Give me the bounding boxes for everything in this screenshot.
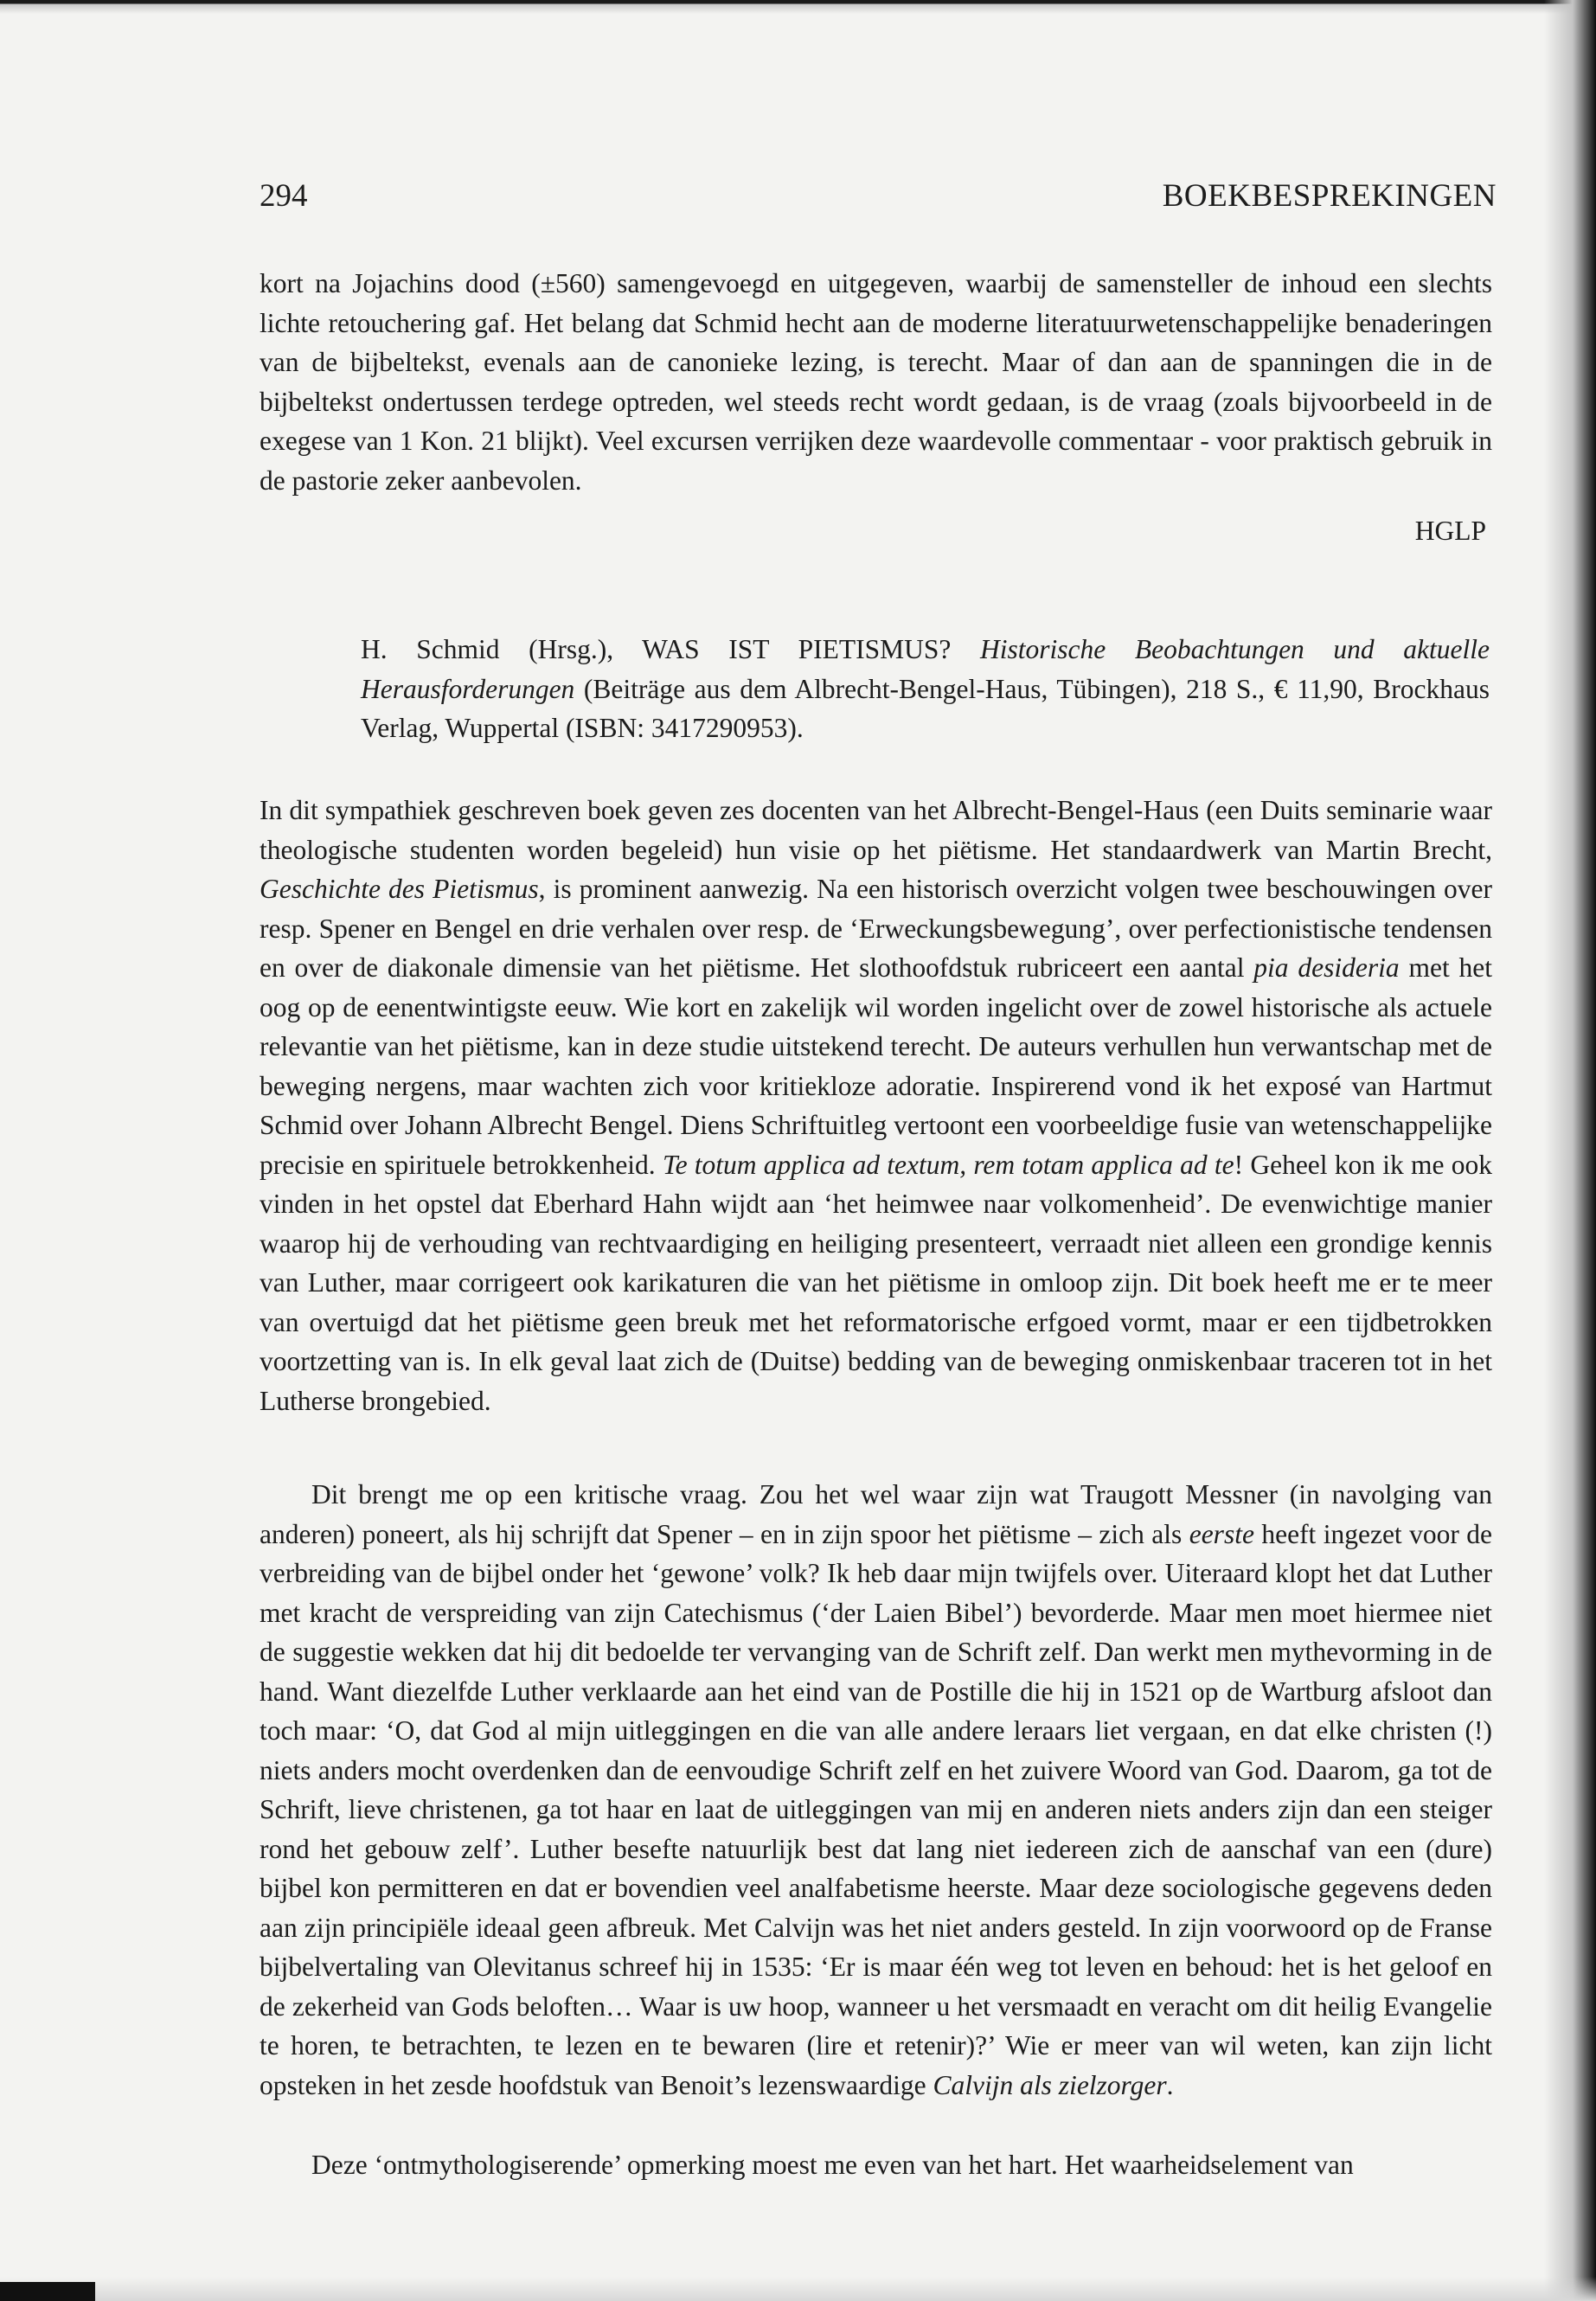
running-head: BOEKBESPREKINGEN (1162, 178, 1497, 214)
text-run: Dit brengt me op een kritische vraag. Zou het wel waar zijn wat Traugott Messner (in navolging van anderen) poneert, als hij schrijft dat Spener – en in zijn spoor het piëtisme – zich als (260, 1479, 1492, 1549)
reviewer-initials: HGLP (1414, 516, 1486, 546)
italic-run: Calvijn als zielzorger (933, 2069, 1167, 2100)
book-author: H. Schmid (Hrsg.), (361, 634, 614, 664)
book-spine-shadow (1544, 0, 1596, 2301)
review1-closing-paragraph (260, 264, 1492, 500)
book-details: (Beiträge aus dem Albrecht-Bengel-Haus, Tübingen), 218 S., € 11,90, Brockhaus Verlag, Wuppertal (ISBN: 3417290953). (361, 673, 1490, 743)
review2-paragraph-2 (260, 1475, 1492, 2105)
text-run: . (1166, 2069, 1174, 2100)
italic-run: Geschichte des Pietismus (260, 874, 539, 904)
page-number: 294 (260, 178, 308, 214)
text-run: In dit sympathiek geschreven boek geven zes docenten van het Albrecht-Bengel-Haus (een Duits seminarie waar theologische studenten worden begeleid) hun visie op het piëtisme. Het standaardwerk van Martin Brecht, (260, 795, 1492, 865)
scan-top-edge (0, 0, 1596, 14)
review2-paragraph-1 (260, 791, 1492, 1420)
scan-corner-mark (0, 2282, 95, 2301)
book-title: WAS IST PIETISMUS? (642, 634, 952, 664)
paragraph-text: kort na Jojachins dood (±560) samengevoegd en uitgegeven, waarbij de samensteller de inhoud een slechts lichte retouchering gaf. Het belang dat Schmid hecht aan de moderne literatuurwetenschappelijke benaderingen van de bijbeltekst, evenals aan de canonieke lezing, is terecht. Maar of dan aan de spanningen die in de bijbeltekst ondertussen terdege optreden, wel steeds recht wordt gedaan, is de vraag (zoals bijvoorbeeld in de exegese van 1 Kon. 21 blijkt). Veel excursen verrijken deze waardevolle commentaar - voor praktisch gebruik in de pastorie zeker aanbevolen. (260, 268, 1492, 496)
text-run: ! Geheel kon ik me ook vinden in het opstel dat Eberhard Hahn wijdt aan ‘het heimwee naar volkomenheid’. De evenwichtige manier waarop hij de verhouding van rechtvaardiging en heiliging presenteert, verraadt niet alleen een grondige kennis van Luther, maar corrigeert ook karikaturen die van het piëtisme in omloop zijn. Dit boek heeft me er te meer van overtuigd dat het piëtisme geen breuk met het reformatorische erfgoed vormt, maar er een tijdbetrokken voortzetting van is. In elk geval laat zich de (Duitse) bedding van de beweging onmiskenbaar traceren tot in het Lutherse brongebied. (260, 1149, 1492, 1416)
page-header (260, 177, 1497, 221)
text-run: heeft ingezet voor de verbreiding van de bijbel onder het ‘gewone’ volk? Ik heb daar mijn twijfels over. Uiteraard klopt het dat Luther met kracht de verspreiding van zijn Catechismus (‘der Laien Bibel’) bevorderde. Maar men moet hiermee niet de suggestie wekken dat hij dit bedoelde ter vervanging van de Schrift zelf. Dan werkt men mythevorming in de hand. Want diezelfde Luther verklaarde aan het eind van de Postille die hij in 1521 op de Wartburg afsloot dan toch maar: ‘O, dat God al mijn uitleggingen en die van alle andere leraars liet vergaan, en dat elke christen (!) niets anders mocht overdenken dan de eenvoudige Schrift zelf en het zuivere Woord van God. Daarom, ga tot de Schrift, lieve christenen, ga tot haar en laat de uitleggingen van mij en anderen niets anders zijn dan een steiger rond het gebouw zelf’. Luther besefte natuurlijk best dat lang niet iedereen zich de aanschaf van een (dure) bijbel kon permitteren en dat er bovendien veel analfabetisme heerste. Maar deze sociologische gegevens deden aan zijn principiële ideaal geen afbreuk. Met Calvijn was het niet anders gesteld. In zijn voorwoord op de Franse bijbelvertaling van Olevitanus schreef hij in 1535: ‘Er is maar één weg tot leven en behoud: het is het geloof en de zekerheid van Gods beloften… Waar is uw hoop, wanneer u het versmaadt en veracht om dit heilig Evangelie te horen, te betrachten, te lezen en te bewaren (lire et retenir)?’ Wie er meer van wil weten, kan zijn licht opsteken in het zesde hoofdstuk van Benoit’s lezenswaardige (260, 1518, 1492, 2100)
scan-bottom-shadow (0, 2277, 1596, 2301)
paragraph-text: Deze ‘ontmythologiserende’ opmerking moest me even van het hart. Het waarheidselement van (311, 2150, 1354, 2180)
italic-run: Te totum applica ad textum, rem totam applica ad te (662, 1149, 1234, 1180)
italic-run: eerste (1189, 1518, 1254, 1549)
bibliographic-entry (361, 630, 1490, 748)
text-run: , is prominent aanwezig. Na een historisch overzicht volgen twee beschouwingen over resp. Spener en Bengel en drie verhalen over resp. de ‘Erweckungsbewegung’, over perfectionistische tendensen en over de diakonale dimensie van het piëtisme. Het slothoofdstuk rubriceert een aantal (260, 874, 1493, 983)
review2-paragraph-3 (260, 2145, 1492, 2185)
text-run: met het oog op de eenentwintigste eeuw. Wie kort en zakelijk wil worden ingelicht over de zowel historische als actuele relevantie van het piëtisme, kan in deze studie uitstekend terecht. De auteurs verhullen hun verwantschap met de beweging nergens, maar wachten zich voor kritiekloze adoratie. Inspirerend vond ik het exposé van Hartmut Schmid over Johann Albrecht Bengel. Diens Schriftuitleg vertoont een voorbeeldige fusie van wetenschappelijke precisie en spirituele betrokkenheid. (260, 952, 1493, 1180)
italic-run: pia desideria (1253, 952, 1400, 983)
book-subtitle: Historische Beobachtungen und aktuelle Herausforderungen (361, 634, 1490, 704)
